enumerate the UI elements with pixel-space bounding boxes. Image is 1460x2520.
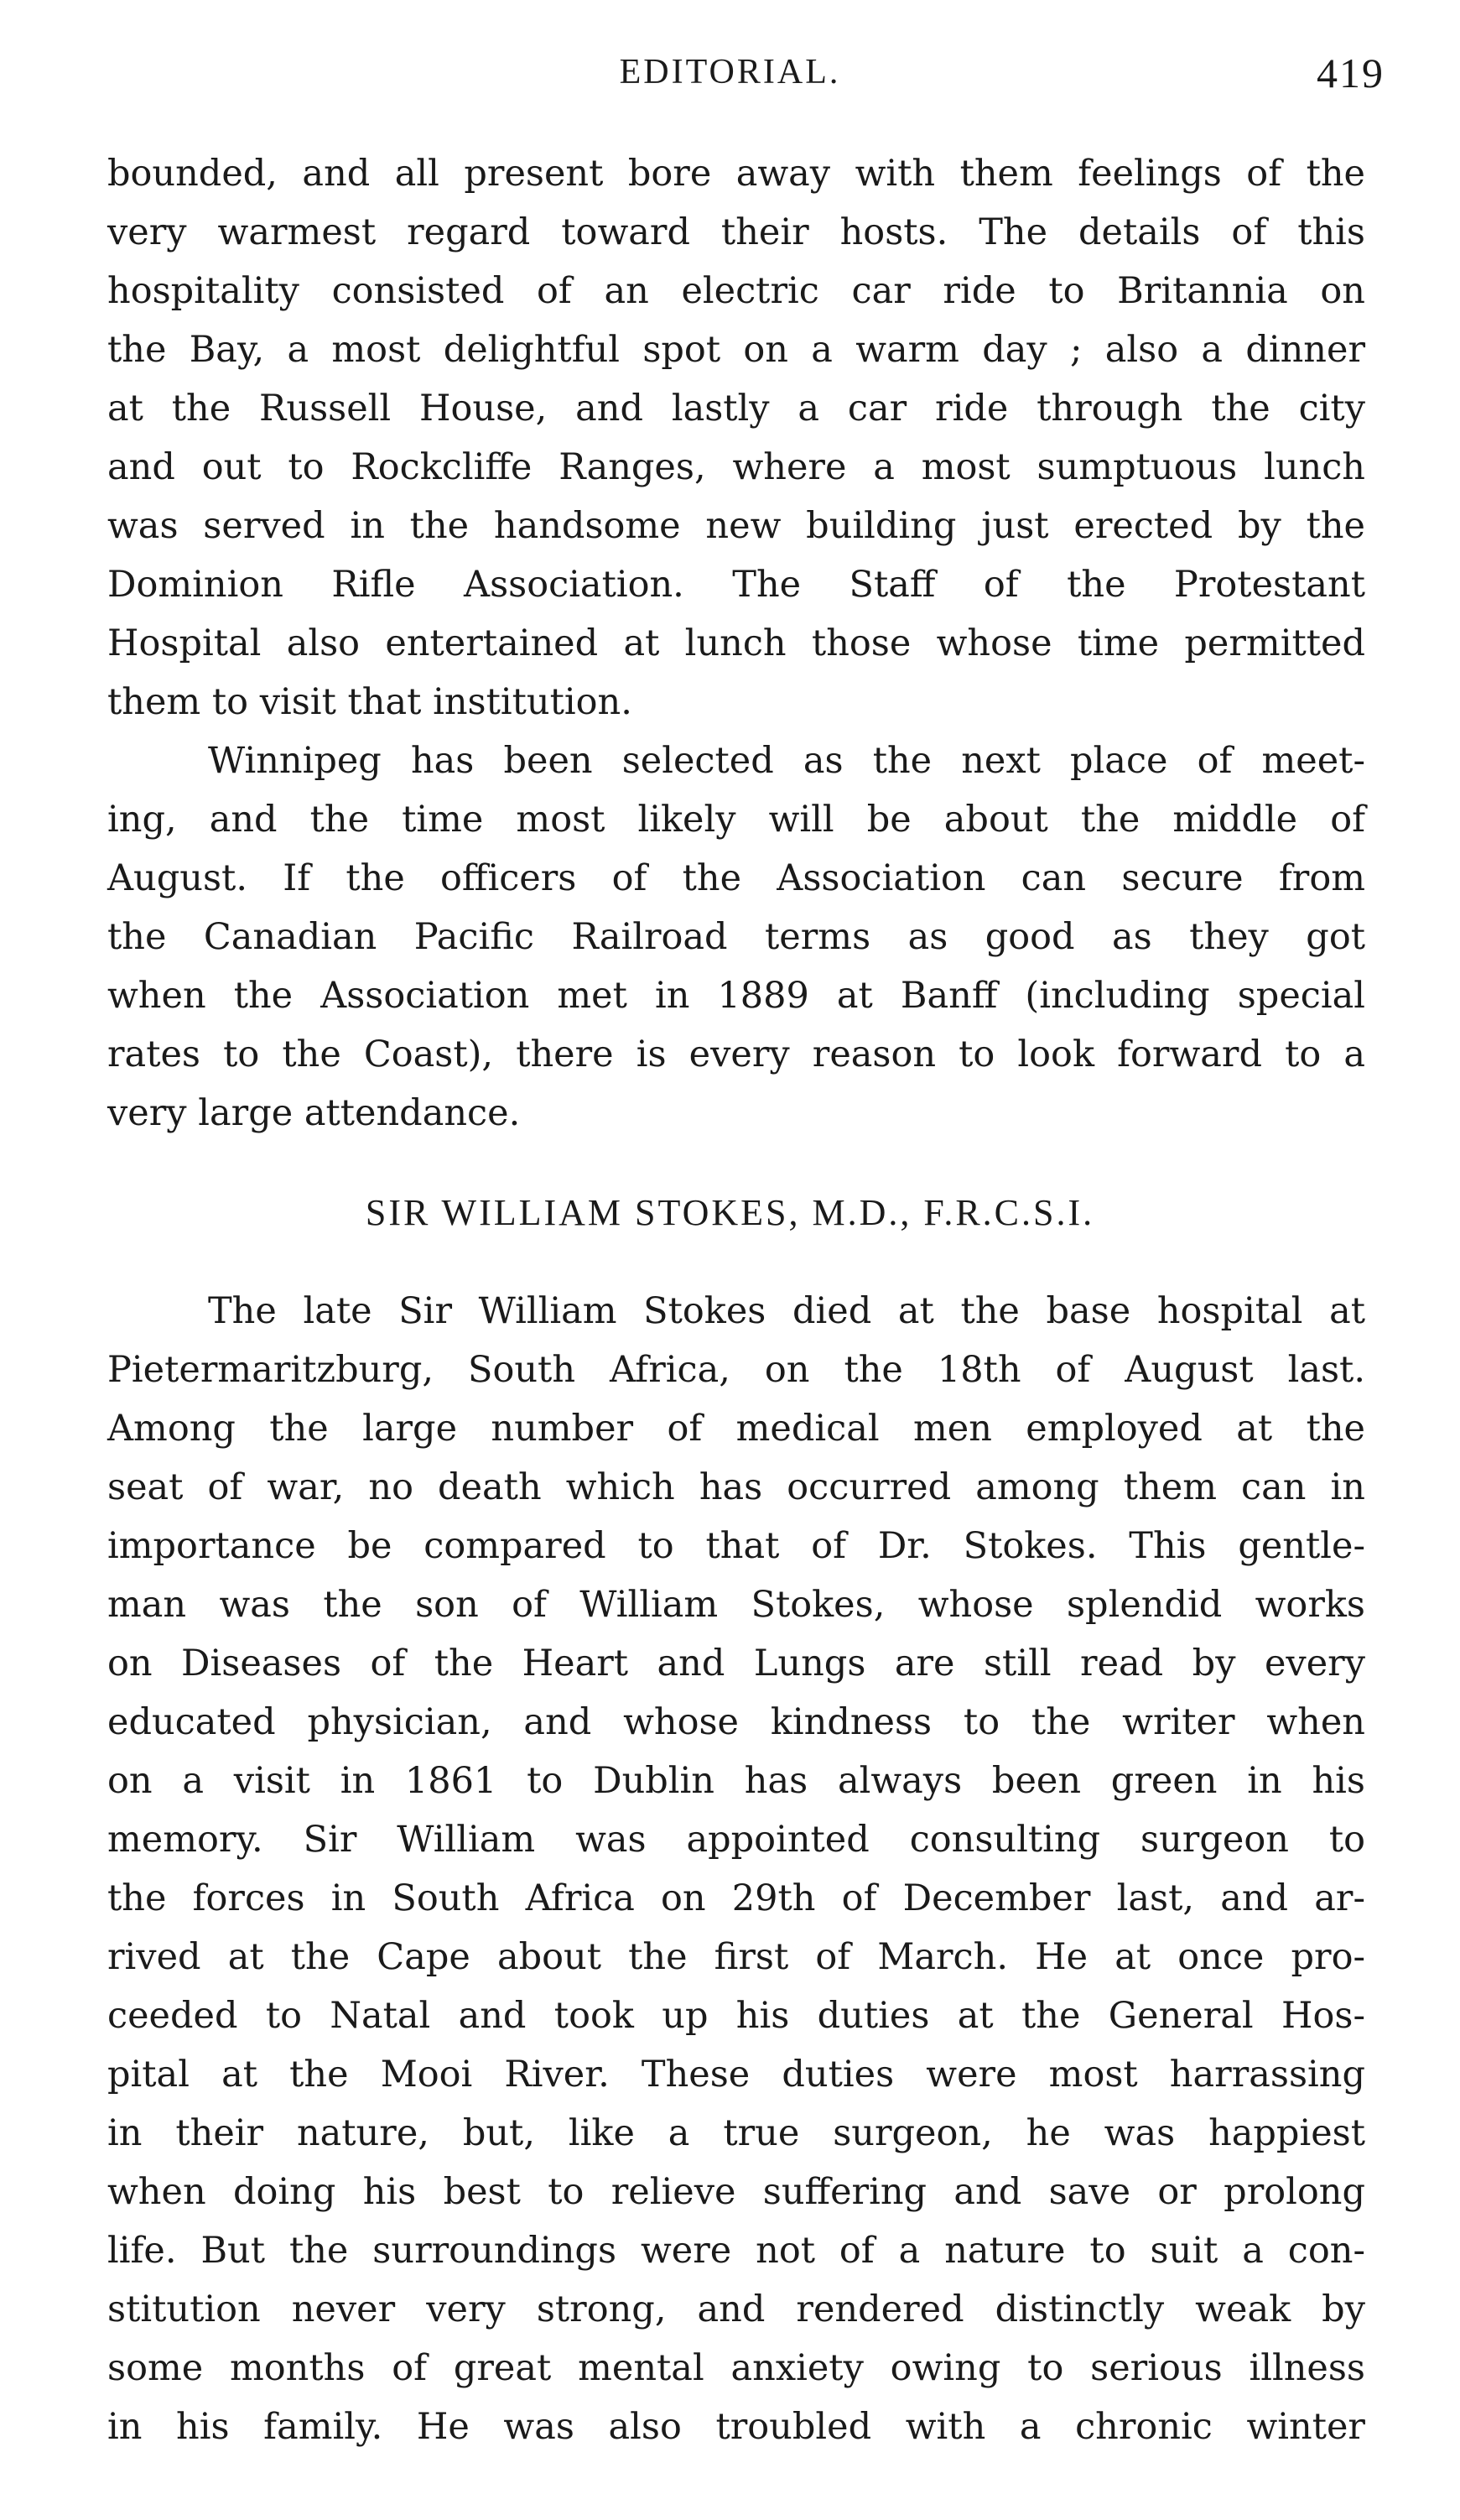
text-line: memory. Sir William was appointed consulting surgeon to [107,1819,1365,1861]
text-line: in their nature, but, like a true surgeon, he was happiest [107,2112,1365,2154]
text-line: was served in the handsome new building just erected by the [107,505,1365,547]
text-line: some months of great mental anxiety owing to serious illness [107,2347,1365,2389]
text-line: the forces in South Africa on 29th of December last, and ar- [107,1877,1365,1919]
text-line: August. If the officers of the Association can secure from [107,857,1365,899]
running-title: EDITORIAL. [619,53,841,91]
text-line: man was the son of William Stokes, whose splendid works [107,1584,1365,1626]
text-line: on a visit in 1861 to Dublin has always been green in his [107,1760,1365,1802]
text-line: when the Association met in 1889 at Banff (including special [107,975,1365,1017]
text-line: them to visit that institution. [107,681,632,723]
text-line: seat of war, no death which has occurred among them can in [107,1466,1365,1508]
text-line: at the Russell House, and lastly a car ride through the city [107,388,1365,430]
text-line: Winnipeg has been selected as the next place of meet- [208,740,1365,782]
text-line: importance be compared to that of Dr. Stokes. This gentle- [107,1525,1365,1567]
text-line: rived at the Cape about the first of March. He at once pro- [107,1936,1365,1978]
paragraph-block-2 [107,1282,1365,2456]
text-line: pital at the Mooi River. These duties were most harrassing [107,2054,1365,2096]
text-line: life. But the surroundings were not of a nature to suit a con- [107,2230,1365,2272]
text-line: Pietermaritzburg, South Africa, on the 18th of August last. [107,1349,1365,1391]
text-line: ceeded to Natal and took up his duties at the General Hos- [107,1995,1365,2037]
text-line: on Diseases of the Heart and Lungs are still read by every [107,1643,1365,1684]
text-line: educated physician, and whose kindness to the writer when [107,1701,1365,1743]
text-line: stitution never very strong, and rendered distinctly weak by [107,2288,1365,2330]
running-head [0,49,1460,102]
text-line: Hospital also entertained at lunch those whose time permitted [107,622,1365,664]
text-line: the Canadian Pacific Railroad terms as good as they got [107,916,1365,958]
text-line: the Bay, a most delightful spot on a warm day ; also a dinner [107,329,1365,371]
text-line: when doing his best to relieve suffering and save or prolong [107,2171,1365,2213]
text-line: Among the large number of medical men employed at the [107,1408,1365,1450]
paragraph-block-1 [107,144,1365,1143]
text-line: very warmest regard toward their hosts. The details of this [107,211,1365,253]
text-line: and out to Rockcliffe Ranges, where a most sumptuous lunch [107,446,1365,488]
page-number: 419 [1317,49,1385,96]
text-line: The late Sir William Stokes died at the base hospital at [208,1290,1365,1332]
text-line: very large attendance. [107,1092,521,1134]
text-line: in his family. He was also troubled with a chronic winter [107,2406,1365,2448]
text-line: Dominion Rifle Association. The Staff of the Protestant [107,564,1365,606]
section-heading: SIR WILLIAM STOKES, M.D., F.R.C.S.I. [365,1192,1095,1233]
text-line: ing, and the time most likely will be about the middle of [107,799,1365,841]
text-line: bounded, and all present bore away with them feelings of the [107,153,1365,195]
text-line: rates to the Coast), there is every reason to look forward to a [107,1034,1365,1075]
text-line: hospitality consisted of an electric car ride to Britannia on [107,270,1365,312]
